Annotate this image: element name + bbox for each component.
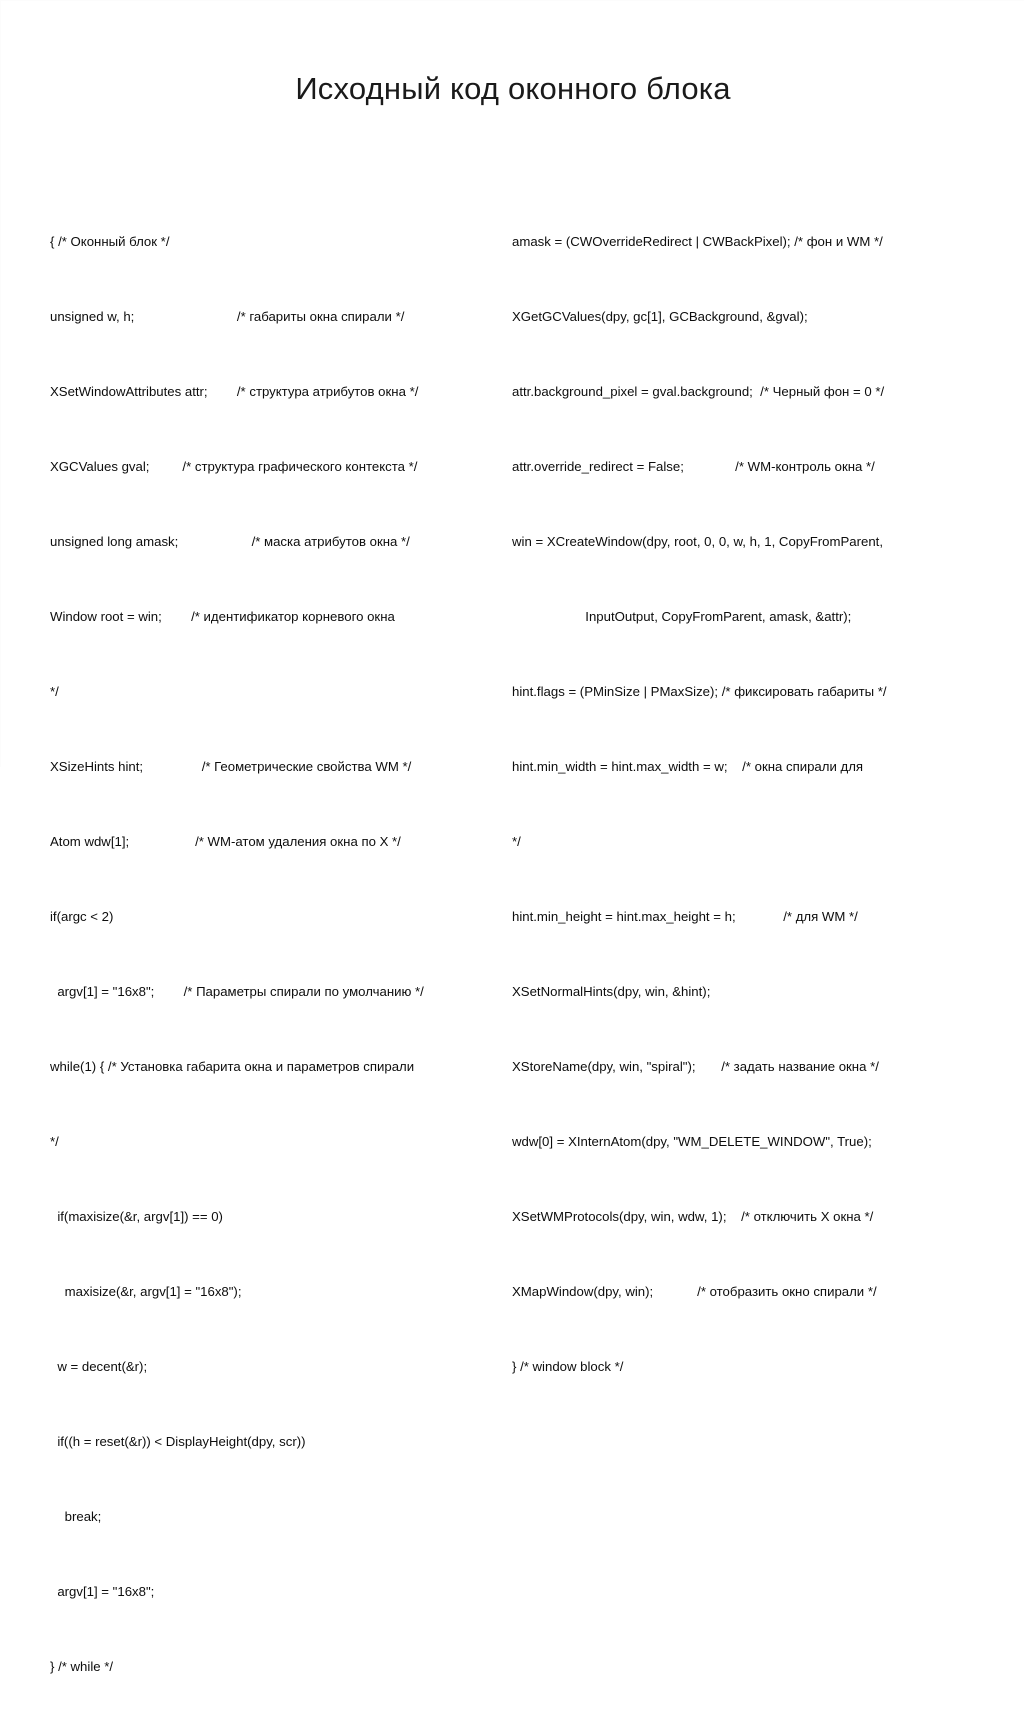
code-column-right — [512, 179, 982, 1429]
code-line: XStoreName(dpy, win, "spiral"); /* задать название окна */ — [512, 1059, 879, 1074]
code-line: XSizeHints hint; /* Геометрические свойства WM */ — [50, 759, 412, 774]
code-line: XSetNormalHints(dpy, win, &hint); — [512, 984, 711, 999]
code-line: Window root = win; /* идентификатор корневого окна — [50, 609, 395, 624]
page-title: Исходный код оконного блока — [295, 71, 731, 106]
code-line: Atom wdw[1]; /* WM-атом удаления окна по X */ — [50, 834, 401, 849]
code-line: hint.min_height = hint.max_height = h; /* для WM */ — [512, 909, 858, 924]
code-line: argv[1] = "16x8"; /* Параметры спирали по умолчанию */ — [50, 984, 424, 999]
code-line: unsigned long amask; /* маска атрибутов окна */ — [50, 534, 410, 549]
code-line: break; — [50, 1509, 102, 1524]
code-line: attr.background_pixel = gval.background; /* Черный фон = 0 */ — [512, 384, 885, 399]
code-line: w = decent(&r); — [50, 1359, 148, 1374]
code-line: while(1) { /* Установка габарита окна и параметров спирали — [50, 1059, 415, 1074]
code-line: unsigned w, h; /* габариты окна спирали */ — [50, 309, 405, 324]
code-line: */ — [50, 684, 59, 699]
code-line: amask = (CWOverrideRedirect | CWBackPixel); /* фон и WM */ — [512, 234, 883, 249]
code-line: if(maxisize(&r, argv[1]) == 0) — [50, 1209, 223, 1224]
code-line: } /* while */ — [50, 1659, 114, 1674]
code-line: win = XCreateWindow(dpy, root, 0, 0, w, h, 1, CopyFromParent, — [512, 534, 883, 549]
code-line: XSetWMProtocols(dpy, win, wdw, 1); /* отключить X окна */ — [512, 1209, 874, 1224]
code-line: attr.override_redirect = False; /* WM-контроль окна */ — [512, 459, 875, 474]
code-line: XMapWindow(dpy, win); /* отобразить окно спирали */ — [512, 1284, 877, 1299]
code-line: wdw[0] = XInternAtom(dpy, "WM_DELETE_WINDOW", True); — [512, 1134, 872, 1149]
code-line: hint.flags = (PMinSize | PMaxSize); /* фиксировать габариты */ — [512, 684, 887, 699]
code-line: XSetWindowAttributes attr; /* структура атрибутов окна */ — [50, 384, 419, 399]
code-line: if(argc < 2) — [50, 909, 114, 924]
code-line: } /* window block */ — [512, 1359, 624, 1374]
code-line: XGCValues gval; /* структура графического контекста */ — [50, 459, 418, 474]
code-line: maxisize(&r, argv[1] = "16x8"); — [50, 1284, 242, 1299]
code-line: InputOutput, CopyFromParent, amask, &attr); — [512, 609, 852, 624]
code-line: argv[1] = "16x8"; — [50, 1584, 155, 1599]
code-line: XGetGCValues(dpy, gc[1], GCBackground, &gval); — [512, 309, 808, 324]
code-line: hint.min_width = hint.max_width = w; /* окна спирали для — [512, 759, 864, 774]
code-line: */ — [512, 834, 521, 849]
code-line: { /* Оконный блок */ — [50, 234, 170, 249]
code-column-left — [50, 179, 512, 1729]
code-listing — [1, 179, 1025, 1729]
code-line: if((h = reset(&r)) < DisplayHeight(dpy, scr)) — [50, 1434, 306, 1449]
code-line: */ — [50, 1134, 59, 1149]
